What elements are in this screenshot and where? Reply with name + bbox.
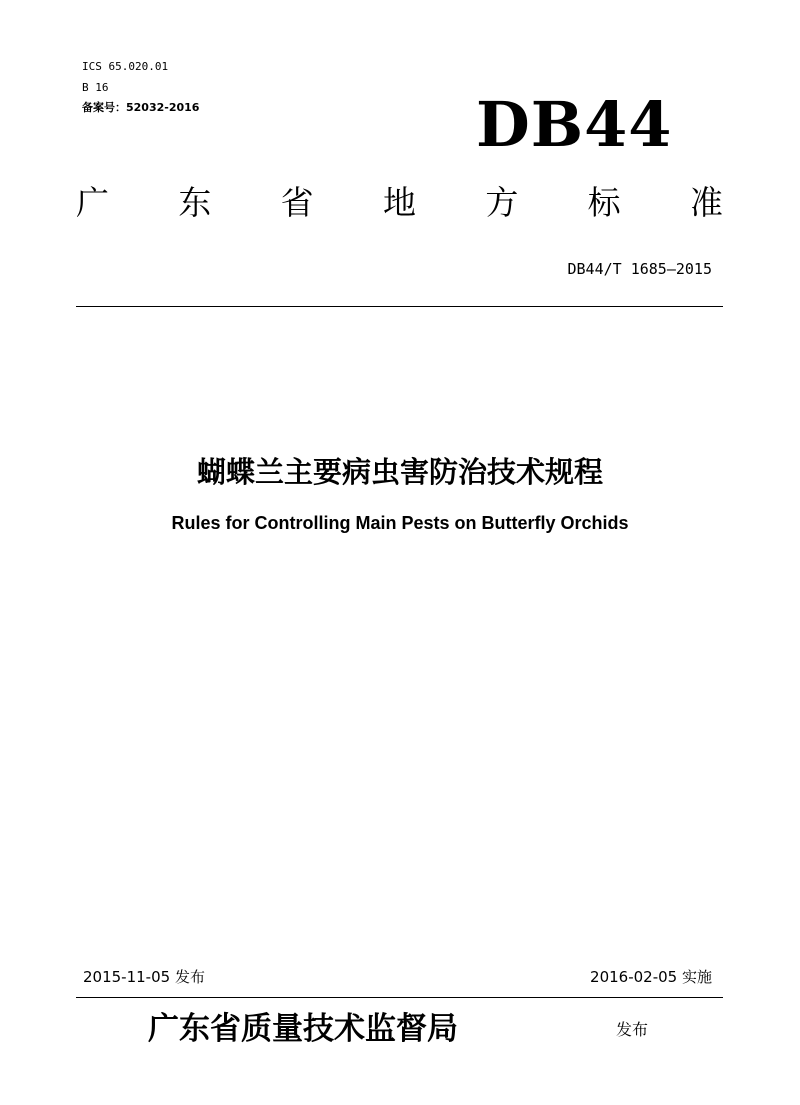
db44-logo: DB44 xyxy=(476,88,673,161)
document-title-english: Rules for Controlling Main Pests on Butterfly Orchids xyxy=(171,513,629,533)
standard-type-char: 标 xyxy=(587,183,621,222)
standard-type-heading xyxy=(76,182,723,224)
standard-type-char: 东 xyxy=(178,183,212,222)
standard-type-char: 地 xyxy=(382,183,416,222)
standard-type-char: 方 xyxy=(485,183,519,222)
issuing-authority-suffix: 发布 xyxy=(616,1020,649,1039)
filing-number: 备案号：52032-2016 xyxy=(82,101,200,114)
implementation-date: 2016-02-05 实施 xyxy=(590,968,712,986)
standard-type-char: 省 xyxy=(280,183,314,222)
standard-type-char: 广 xyxy=(76,183,109,222)
standard-type-char: 准 xyxy=(689,183,723,222)
issuing-authority: 广东省质量技术监督局 xyxy=(148,1011,458,1047)
ics-code: ICS 65.020.01 xyxy=(82,60,169,73)
classification-code: B 16 xyxy=(82,81,109,94)
top-divider xyxy=(76,306,723,307)
document-title-chinese: 蝴蝶兰主要病虫害防治技术规程 xyxy=(196,455,603,489)
issue-date: 2015-11-05 发布 xyxy=(83,968,205,986)
bottom-divider xyxy=(76,997,723,998)
standard-number: DB44/T 1685—2015 xyxy=(567,260,712,278)
